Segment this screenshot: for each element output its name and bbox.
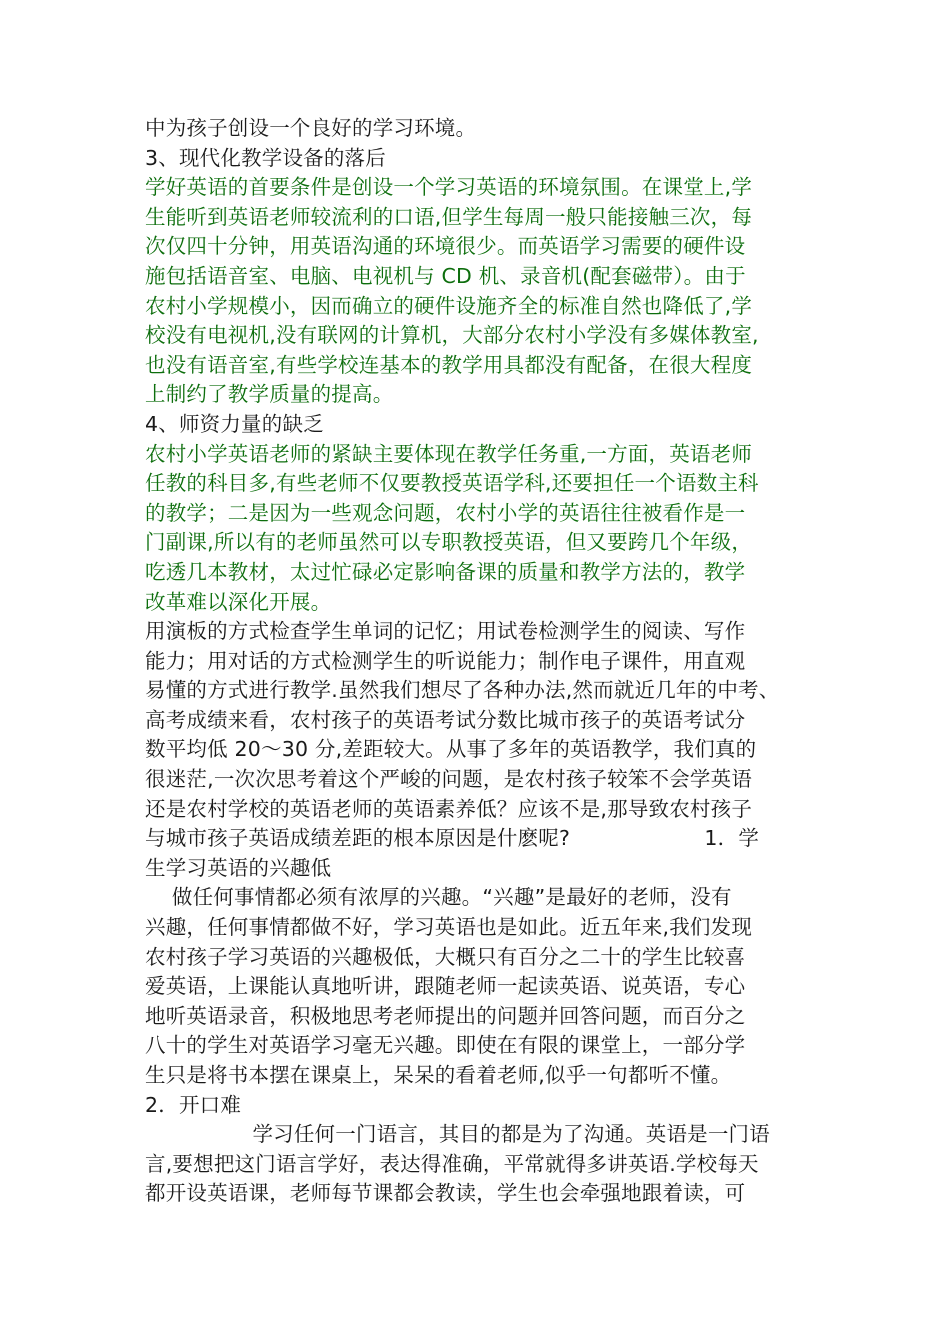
section-heading: 2．开口难	[145, 1092, 242, 1117]
text-line: 中为孩子创设一个良好的学习环境。	[145, 116, 477, 140]
text-line: 爱英语，上课能认真地听讲，跟随老师一起读英语、说英语，专心	[145, 974, 746, 999]
text-line: 吃透几本教材，太过忙碌必定影响备课的质量和教学方法的，教学	[145, 559, 746, 584]
text-line: 的教学；二是因为一些观念问题，农村小学的英语往往被看作是一	[145, 500, 746, 525]
section-heading: 3、现代化教学设备的落后	[145, 145, 386, 170]
text-line: 施包括语音室、电脑、电视机与 CD 机、录音机(配套磁带）。由于	[145, 263, 746, 288]
text-line: 次仅四十分钟，用英语沟通的环境很少。而英语学习需要的硬件设	[145, 234, 746, 259]
text-line: 兴趣，任何事情都做不好，学习英语也是如此。近五年来,我们发现	[145, 915, 753, 940]
text-line: 生学习英语的兴趣低	[145, 855, 332, 880]
text-line: 做任何事情都必须有浓厚的兴趣。“兴趣”是最好的老师，没有	[145, 885, 732, 910]
text-line: 农村小学英语老师的紧缺主要体现在教学任务重,一方面，英语老师	[145, 441, 753, 466]
text-line: 学好英语的首要条件是创设一个学习英语的环境氛围。在课堂上,学	[145, 175, 753, 200]
text-line: 用演板的方式检查学生单词的记忆；用试卷检测学生的阅读、写作	[145, 619, 746, 644]
document-body	[145, 114, 810, 1209]
text-line: 数平均低 20～30 分,差距较大。从事了多年的英语教学，我们真的	[145, 737, 757, 762]
text-line: 门副课,所以有的老师虽然可以专职教授英语，但又要跨几个年级，	[145, 530, 753, 555]
text-line: 任教的科目多,有些老师不仅要教授英语学科,还要担任一个语数主科	[145, 471, 759, 496]
text-line: 农村孩子学习英语的兴趣极低，大概只有百分之二十的学生比较喜	[145, 944, 746, 969]
text-line: 言,要想把这门语言学好，表达得准确，平常就得多讲英语.学校每天	[145, 1151, 759, 1176]
text-line: 地听英语录音，积极地思考老师提出的问题并回答问题，而百分之	[145, 1003, 746, 1028]
text-line: 与城市孩子英语成绩差距的根本原因是什麽呢? 1．学	[145, 826, 760, 851]
text-line: 生能听到英语老师较流利的口语,但学生每周一般只能接触三次，每	[145, 204, 753, 229]
text-line: 高考成绩来看，农村孩子的英语考试分数比城市孩子的英语考试分	[145, 707, 746, 732]
text-line: 学习任何一门语言，其目的都是为了沟通。英语是一门语	[145, 1122, 770, 1147]
section-heading: 4、师资力量的缺乏	[145, 411, 324, 436]
text-line: 改革难以深化开展。	[145, 589, 332, 614]
text-line: 很迷茫,一次次思考着这个严峻的问题，是农村孩子较笨不会学英语	[145, 767, 753, 792]
text-line: 易懂的方式进行教学.虽然我们想尽了各种办法,然而就近几年的中考、	[145, 678, 780, 703]
text-line: 能力；用对话的方式检测学生的听说能力；制作电子课件，用直观	[145, 648, 746, 673]
text-line: 农村小学规模小，因而确立的硬件设施齐全的标准自然也降低了,学	[145, 293, 753, 318]
text-line: 上制约了教学质量的提高。	[145, 382, 394, 407]
text-line: 也没有语音室,有些学校连基本的教学用具都没有配备，在很大程度	[145, 352, 753, 377]
text-line: 还是农村学校的英语老师的英语素养低？应该不是,那导致农村孩子	[145, 796, 753, 821]
text-line: 八十的学生对英语学习毫无兴趣。即使在有限的课堂上，一部分学	[145, 1033, 746, 1058]
text-line: 生只是将书本摆在课桌上，呆呆的看着老师,似乎一句都听不懂。	[145, 1063, 732, 1087]
text-line: 都开设英语课，老师每节课都会教读，学生也会牵强地跟着读，可	[145, 1181, 746, 1206]
text-line: 校没有电视机,没有联网的计算机，大部分农村小学没有多媒体教室,	[145, 323, 759, 348]
